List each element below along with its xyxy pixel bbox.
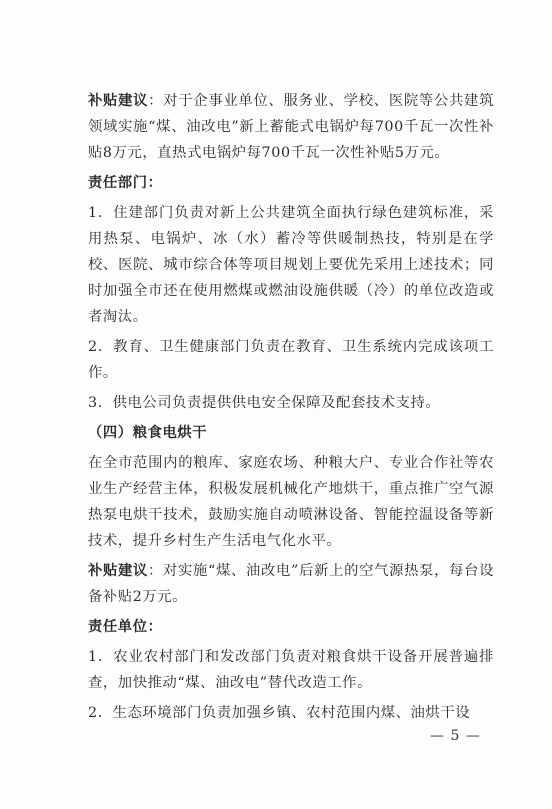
responsibility-item-1: 1．住建部门负责对新上公共建筑全面执行绿色建筑标准，采用热泵、电锅炉、冰（水）蓄冷等供暖制热技，特别是在学校、医院、城市综合体等项目规划上要优先采用上述技术；同时加强全市还在使用燃煤或燃油设施供暖（冷）的单位改造或者淘汰。 [88, 205, 494, 325]
subsidy-text-1: ：对于企事业单位、服务业、学校、医院等公共建筑领域实施“煤、油改电”新上蓄能式电锅炉每700千瓦一次性补贴8万元，直热式电锅炉每700千瓦一次性补贴5万元。 [88, 93, 494, 161]
grain-drying-paragraph: 在全市范围内的粮库、家庭农场、种粮大户、专业合作社等农业生产经营主体，积极发展机械化产地烘干，重点推广空气源热泵电烘干技术，鼓励实施自动喷淋设备、智能控温设备等新技术，提升乡村生产生活电气化水平。 [88, 455, 494, 549]
subsidy-suggestion-paragraph-1 [88, 88, 494, 166]
subsidy-label-2: 补贴建议 [88, 563, 149, 579]
subsidy-suggestion-paragraph-2 [88, 558, 494, 610]
subsidy-label-1: 补贴建议 [88, 93, 149, 109]
responsible-department-heading: 责任部门： [88, 175, 163, 191]
document-body [88, 88, 494, 730]
responsibility-item-2: 2．教育、卫生健康部门负责在教育、卫生系统内完成该项工作。 [88, 339, 494, 381]
page-number: — 5 — [430, 728, 481, 744]
responsible-unit-heading: 责任单位： [88, 619, 163, 635]
subsidy-text-2: ：对实施“煤、油改电”后新上的空气源热泵，每台设备补贴2万元。 [88, 563, 494, 605]
responsibility-item-3: 3．供电公司负责提供供电安全保障及配套技术支持。 [88, 395, 441, 411]
responsibility-item-5: 2．生态环境部门负责加强乡镇、农村范围内煤、油烘干设 [88, 705, 471, 721]
responsibility-item-4: 1．农业农村部门和发改部门负责对粮食烘干设备开展普遍排查，加快推动“煤、油改电”替代改造工作。 [88, 649, 494, 691]
section-4-heading: （四）粮食电烘干 [88, 425, 208, 441]
